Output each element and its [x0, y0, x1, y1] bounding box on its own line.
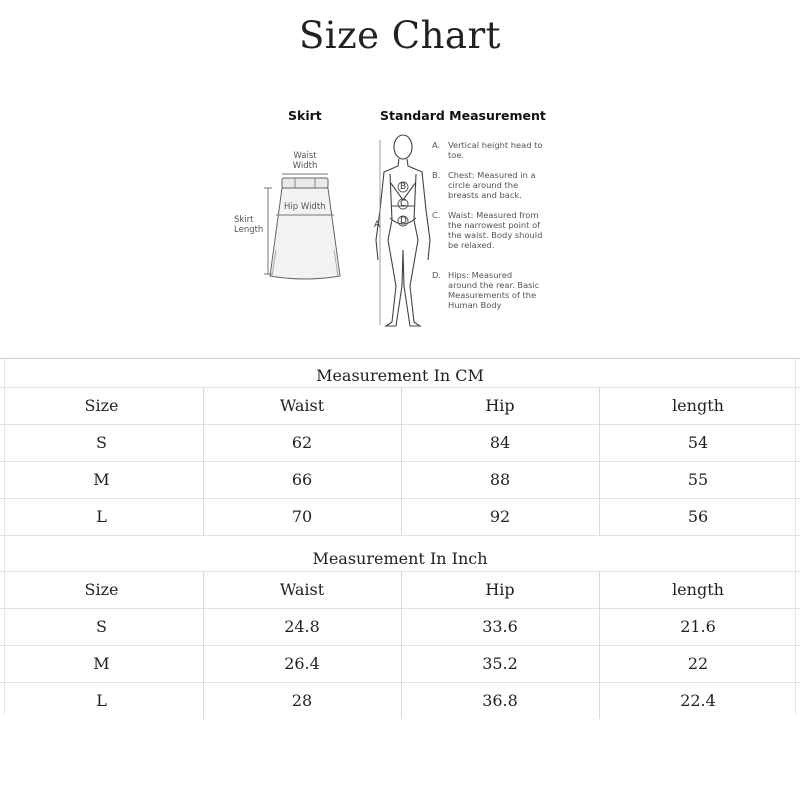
- inch-hip-cell: 36.8: [482, 691, 518, 710]
- item-d-text: Hips: Measured around the rear. Basic Measurements of the Human Body: [448, 270, 540, 310]
- table-row: [0, 645, 800, 683]
- hip-width-label: Hip Width: [284, 202, 326, 212]
- table-row: [0, 461, 800, 499]
- inch-size-cell: L: [96, 691, 107, 710]
- item-a-key: A.: [432, 140, 441, 150]
- page-title: Size Chart: [298, 14, 502, 57]
- cm-waist-cell: 62: [291, 433, 313, 452]
- cm-size-cell: L: [96, 507, 107, 526]
- skirt-heading: Skirt: [288, 108, 322, 123]
- marker-c-label: C: [400, 199, 407, 209]
- inch-waist-cell: 24.8: [284, 617, 320, 636]
- inch-header-hip: Hip: [485, 580, 515, 599]
- inch-title-row: [0, 535, 800, 572]
- inch-waist-cell: 26.4: [284, 654, 320, 673]
- item-d-key: D.: [432, 270, 442, 280]
- marker-d-label: D: [400, 216, 407, 226]
- human-figure: [376, 135, 430, 326]
- inch-header-length: length: [672, 580, 724, 599]
- cm-length-cell: 55: [687, 470, 709, 489]
- cm-length-cell: 54: [687, 433, 709, 452]
- inch-header-row: [0, 571, 800, 609]
- inch-section-title: Measurement In Inch: [312, 549, 488, 568]
- cm-header-length: length: [672, 396, 724, 415]
- waist-width-label: Waist Width: [292, 151, 318, 171]
- table-row: [0, 608, 800, 646]
- inch-length-cell: 22.4: [680, 691, 716, 710]
- cm-title-row: [0, 359, 800, 388]
- table-row: [0, 498, 800, 536]
- inch-header-waist: Waist: [279, 580, 325, 599]
- cm-length-cell: 56: [687, 507, 709, 526]
- size-table: [0, 358, 800, 715]
- cm-header-row: [0, 387, 800, 425]
- cm-hip-cell: 88: [489, 470, 511, 489]
- table-row: [0, 424, 800, 462]
- inch-size-cell: S: [96, 617, 107, 636]
- inch-length-cell: 21.6: [680, 617, 716, 636]
- marker-a-label: A: [374, 220, 381, 230]
- cm-size-cell: S: [96, 433, 107, 452]
- inch-hip-cell: 33.6: [482, 617, 518, 636]
- marker-b-label: B: [400, 182, 407, 192]
- inch-header-size: Size: [84, 580, 119, 599]
- cm-header-size: Size: [84, 396, 119, 415]
- inch-hip-cell: 35.2: [482, 654, 518, 673]
- cm-header-hip: Hip: [485, 396, 515, 415]
- item-c-key: C.: [432, 210, 441, 220]
- inch-waist-cell: 28: [291, 691, 313, 710]
- item-c-text: Waist: Measured from the narrowest point of the waist. Body should be relaxed.: [448, 210, 543, 250]
- skirt-drawing: [264, 174, 340, 279]
- cm-header-waist: Waist: [279, 396, 325, 415]
- cm-waist-cell: 66: [291, 470, 313, 489]
- cm-hip-cell: 84: [489, 433, 511, 452]
- cm-hip-cell: 92: [489, 507, 511, 526]
- inch-length-cell: 22: [687, 654, 709, 673]
- item-b-text: Chest: Measured in a circle around the breasts and back.: [448, 170, 536, 200]
- cm-section-title: Measurement In CM: [316, 366, 484, 385]
- item-a-text: Vertical height head to toe.: [448, 140, 543, 160]
- table-row: [0, 682, 800, 719]
- skirt-length-label: Skirt Length: [234, 215, 264, 235]
- cm-size-cell: M: [93, 470, 110, 489]
- item-b-key: B.: [432, 170, 441, 180]
- inch-size-cell: M: [93, 654, 110, 673]
- standard-measurement-heading: Standard Measurement: [380, 108, 546, 123]
- measurement-diagram: [220, 100, 580, 340]
- cm-waist-cell: 70: [291, 507, 313, 526]
